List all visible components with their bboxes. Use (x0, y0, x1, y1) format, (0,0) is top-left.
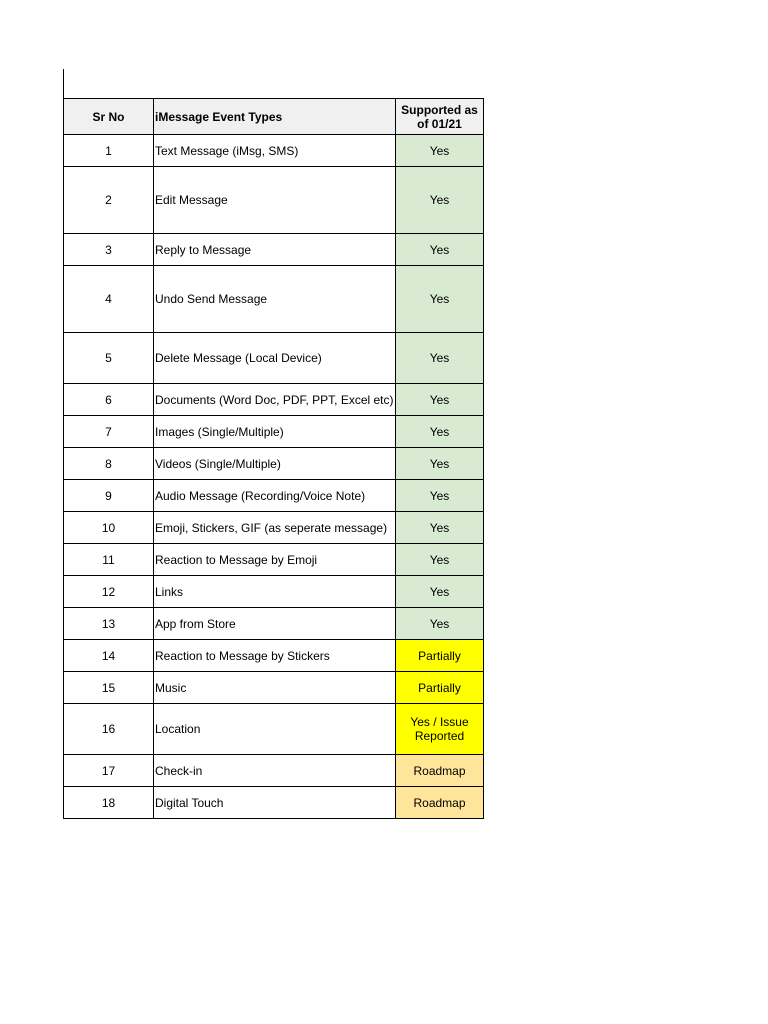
table-row (64, 640, 484, 672)
cell-sr-no[interactable]: 6 (64, 384, 154, 416)
cell-sr-no[interactable]: 2 (64, 167, 154, 234)
cell-event-type[interactable]: Reply to Message (154, 234, 396, 266)
cell-sr-no[interactable]: 8 (64, 448, 154, 480)
cell-supported-status[interactable]: Yes (396, 608, 484, 640)
table-row (64, 787, 484, 819)
cell-supported-status[interactable]: Partially (396, 640, 484, 672)
cell-event-type[interactable]: Location (154, 704, 396, 755)
cell-sr-no[interactable]: 18 (64, 787, 154, 819)
table-row (64, 416, 484, 448)
table-row (64, 704, 484, 755)
cell-supported-status[interactable]: Yes (396, 544, 484, 576)
cell-supported-status[interactable]: Yes (396, 167, 484, 234)
table-row (64, 384, 484, 416)
table-row (64, 544, 484, 576)
cell-sr-no[interactable]: 11 (64, 544, 154, 576)
cell-supported-status[interactable]: Yes / Issue Reported (396, 704, 484, 755)
cell-sr-no[interactable]: 13 (64, 608, 154, 640)
cell-event-type[interactable]: Digital Touch (154, 787, 396, 819)
cell-event-type[interactable]: Audio Message (Recording/Voice Note) (154, 480, 396, 512)
cell-event-type[interactable]: Text Message (iMsg, SMS) (154, 135, 396, 167)
cell-supported-status[interactable]: Partially (396, 672, 484, 704)
cell-sr-no[interactable]: 7 (64, 416, 154, 448)
cell-supported-status[interactable]: Roadmap (396, 787, 484, 819)
cell-sr-no[interactable]: 9 (64, 480, 154, 512)
cell-event-type[interactable]: Emoji, Stickers, GIF (as seperate message) (154, 512, 396, 544)
cell-event-type[interactable]: Videos (Single/Multiple) (154, 448, 396, 480)
table-row (64, 333, 484, 384)
cell-sr-no[interactable]: 10 (64, 512, 154, 544)
cell-supported-status[interactable]: Yes (396, 576, 484, 608)
cell-supported-status[interactable]: Yes (396, 480, 484, 512)
cell-supported-status[interactable]: Yes (396, 448, 484, 480)
table-row (64, 512, 484, 544)
cell-sr-no[interactable]: 4 (64, 266, 154, 333)
table-row (64, 672, 484, 704)
cell-sr-no[interactable]: 3 (64, 234, 154, 266)
table-row (64, 234, 484, 266)
cell-sr-no[interactable]: 16 (64, 704, 154, 755)
cell-event-type[interactable]: Links (154, 576, 396, 608)
cell-event-type[interactable]: Images (Single/Multiple) (154, 416, 396, 448)
cell-supported-status[interactable]: Yes (396, 234, 484, 266)
cell-sr-no[interactable]: 1 (64, 135, 154, 167)
cell-supported-status[interactable]: Yes (396, 512, 484, 544)
cell-supported-status[interactable]: Yes (396, 384, 484, 416)
cell-event-type[interactable]: App from Store (154, 608, 396, 640)
cell-sr-no[interactable]: 17 (64, 755, 154, 787)
cell-event-type[interactable]: Music (154, 672, 396, 704)
cell-sr-no[interactable]: 15 (64, 672, 154, 704)
table-row (64, 755, 484, 787)
cell-event-type[interactable]: Delete Message (Local Device) (154, 333, 396, 384)
table-row (64, 167, 484, 234)
cell-event-type[interactable]: Undo Send Message (154, 266, 396, 333)
header-supported[interactable]: Supported as of 01/21 (396, 99, 484, 135)
imessage-support-table (63, 98, 484, 819)
cell-supported-status[interactable]: Yes (396, 135, 484, 167)
table-row (64, 448, 484, 480)
table-body (64, 135, 484, 819)
cell-event-type[interactable]: Documents (Word Doc, PDF, PPT, Excel etc) (154, 384, 396, 416)
table-row (64, 266, 484, 333)
cell-supported-status[interactable]: Yes (396, 266, 484, 333)
table-row (64, 135, 484, 167)
cell-supported-status[interactable]: Roadmap (396, 755, 484, 787)
header-row (64, 99, 484, 135)
cell-supported-status[interactable]: Yes (396, 333, 484, 384)
table-row (64, 576, 484, 608)
cell-event-type[interactable]: Check-in (154, 755, 396, 787)
cell-event-type[interactable]: Reaction to Message by Stickers (154, 640, 396, 672)
header-sr-no[interactable]: Sr No (64, 99, 154, 135)
cell-sr-no[interactable]: 12 (64, 576, 154, 608)
cell-sr-no[interactable]: 5 (64, 333, 154, 384)
table-row (64, 480, 484, 512)
cell-supported-status[interactable]: Yes (396, 416, 484, 448)
cell-event-type[interactable]: Edit Message (154, 167, 396, 234)
header-event-types[interactable]: iMessage Event Types (154, 99, 396, 135)
column-divider (63, 69, 64, 99)
table-row (64, 608, 484, 640)
cell-sr-no[interactable]: 14 (64, 640, 154, 672)
cell-event-type[interactable]: Reaction to Message by Emoji (154, 544, 396, 576)
